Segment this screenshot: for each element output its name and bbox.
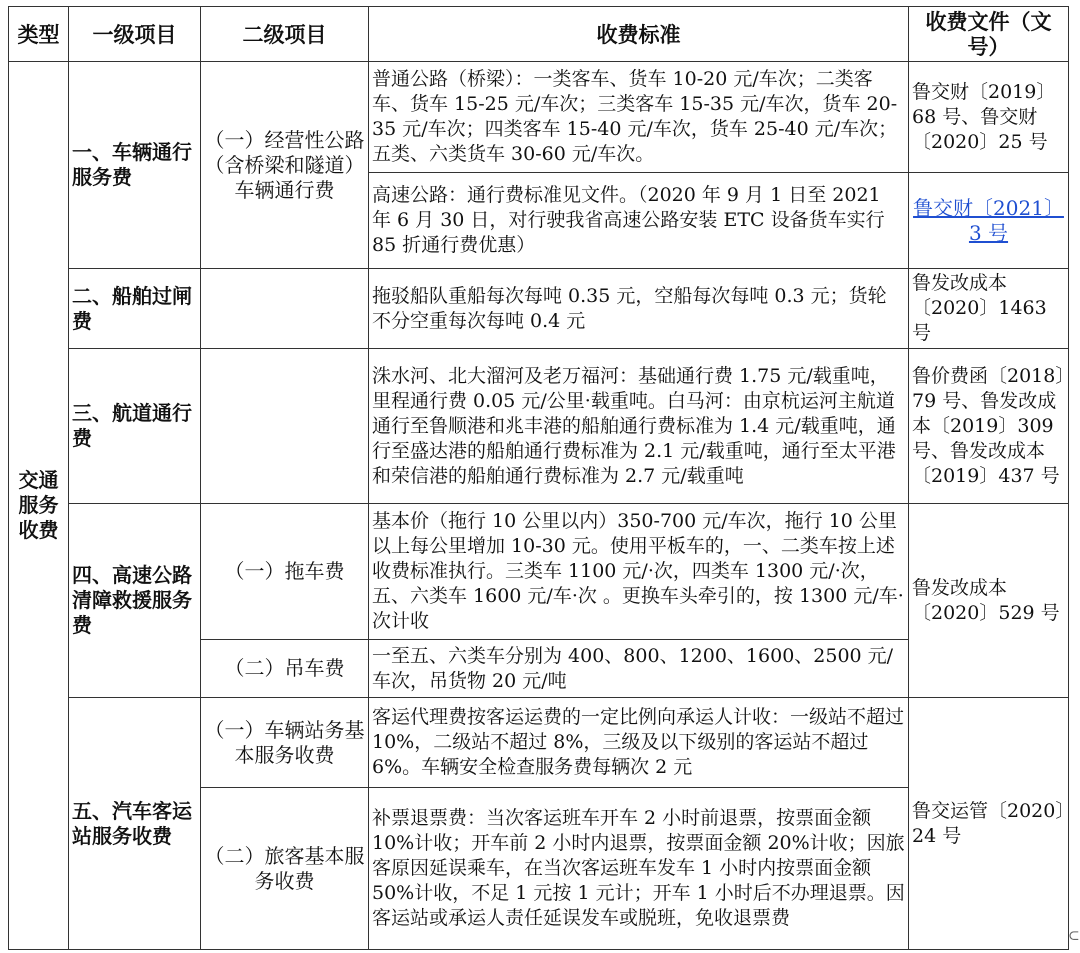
level1-cell: 一、车辆通行服务费	[69, 62, 201, 269]
header-standard: 收费标准	[369, 7, 909, 62]
level2-cell: （一）经营性公路（含桥梁和隧道）车辆通行费	[201, 62, 369, 269]
standard-cell: 补票退票费：当次客运班车开车 2 小时前退票，按票面金额 10%计收；开车前 2 小时内退票，按票面金额 20%计收；因旅客原因延误乘车，在当次客运班车发车 1 小时内按票面金额 50%计收，不足 1 元按 1 元计；开车 1 小时后不办理退票。因客运站或承运人责任延误发车或脱班，免收退票费	[369, 788, 909, 950]
standard-cell: 洙水河、北大溜河及老万福河：基础通行费 1.75 元/载重吨，里程通行费 0.05 元/公里·载重吨。白马河：由京杭运河主航道通行至鲁顺港和兆丰港的船舶通行费标准为 1.4 元/载重吨，通行至盛达港的船舶通行费标准为 2.1 元/载重吨，通行至太平港和荣信港的船舶通行费标准为 2.7 元/载重吨	[369, 349, 909, 504]
header-level1: 一级项目	[69, 7, 201, 62]
header-level2: 二级项目	[201, 7, 369, 62]
category-cell: 交通服务收费	[9, 62, 69, 950]
level2-cell: （二）吊车费	[201, 640, 369, 698]
standard-cell: 基本价（拖行 10 公里以内）350-700 元/车次，拖行 10 公里以上每公里增加 10-30 元。使用平板车的，一、二类车按上述收费标准执行。三类车 1100 元/·次，四类车 1300 元/·次，五、六类车 1600 元/车·次 。更换车头牵引的，按 1300 元/车·次计收	[369, 504, 909, 640]
standard-cell: 高速公路：通行费标准见文件。（2020 年 9 月 1 日至 2021 年 6 月 30 日，对行驶我省高速公路安装 ETC 设备货车实行 85 折通行费优惠）	[369, 173, 909, 269]
standard-cell: 客运代理费按客运运费的一定比例向承运人计收：一级站不超过 10%，二级站不超过 8%，三级及以下级别的客运站不超过 6%。车辆安全检查服务费每辆次 2 元	[369, 698, 909, 788]
standard-cell: 一至五、六类车分别为 400、800、1200、1600、2500 元/车次，吊货物 20 元/吨	[369, 640, 909, 698]
file-cell: 鲁发改成本〔2020〕1463 号	[909, 269, 1069, 349]
level1-cell: 二、船舶过闸费	[69, 269, 201, 349]
level1-cell: 五、汽车客运站服务收费	[69, 698, 201, 950]
file-cell: 鲁发改成本〔2020〕529 号	[909, 504, 1069, 698]
table-row	[9, 349, 1069, 504]
file-cell: 鲁交运管〔2020〕24 号	[909, 698, 1069, 950]
level2-cell	[201, 269, 369, 349]
level1-cell: 四、高速公路清障救援服务费	[69, 504, 201, 698]
level2-cell: （一）车辆站务基本服务收费	[201, 698, 369, 788]
standard-cell: 拖驳船队重船每次每吨 0.35 元，空船每次每吨 0.3 元；货轮不分空重每次每吨 0.4 元	[369, 269, 909, 349]
header-file: 收费文件（文号）	[909, 7, 1069, 62]
file-link[interactable]: 鲁交财〔2021〕3 号	[909, 173, 1069, 269]
file-cell: 鲁交财〔2019〕68 号、鲁交财〔2020〕25 号	[909, 62, 1069, 173]
file-cell: 鲁价费函〔2018〕79 号、鲁发改成本〔2019〕309 号、鲁发改成本〔2019〕437 号	[909, 349, 1069, 504]
table-row	[9, 62, 1069, 173]
table-row	[9, 504, 1069, 640]
fee-table	[8, 6, 1069, 950]
table-row	[9, 698, 1069, 788]
header-type: 类型	[9, 7, 69, 62]
level1-cell: 三、航道通行费	[69, 349, 201, 504]
level2-cell: （二）旅客基本服务收费	[201, 788, 369, 950]
header-row	[9, 7, 1069, 62]
standard-cell: 普通公路（桥梁）：一类客车、货车 10-20 元/车次；二类客车、货车 15-25 元/车次；三类客车 15-35 元/车次，货车 20-35 元/车次；四类客车 15-40 元/车次，货车 25-40 元/车次；五类、六类货车 30-60 元/车次。	[369, 62, 909, 173]
level2-cell: （一）拖车费	[201, 504, 369, 640]
level2-cell	[201, 349, 369, 504]
table-row	[9, 269, 1069, 349]
scroll-edge-marker: ⊂	[1068, 928, 1080, 944]
